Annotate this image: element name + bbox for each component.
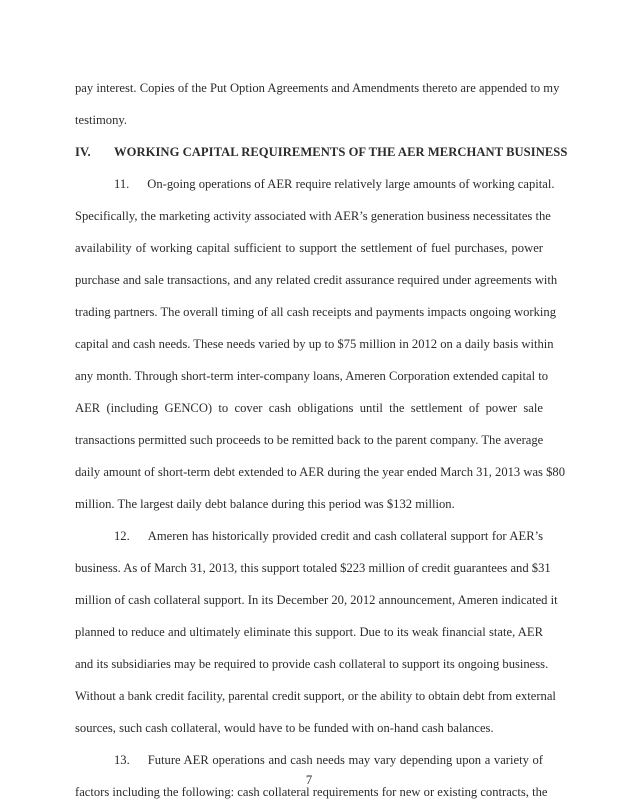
paragraph-line: business. As of March 31, 2013, this support totaled $223 million of credit guarantees and $31: [75, 561, 551, 575]
paragraph-line: AER (including GENCO) to cover cash obligations until the settlement of power sale: [75, 401, 543, 415]
paragraph-line: transactions permitted such proceeds to be remitted back to the parent company. The average: [75, 433, 544, 447]
intro-line: pay interest. Copies of the Put Option Agreements and Amendments thereto are appended to my: [75, 81, 560, 95]
paragraph-line: sources, such cash collateral, would have to be funded with on-hand cash balances.: [75, 721, 494, 735]
paragraph-number: 12.: [114, 529, 130, 543]
intro-line: testimony.: [75, 113, 128, 127]
section-title: WORKING CAPITAL REQUIREMENTS OF THE AER MERCHANT BUSINESS: [114, 145, 568, 159]
page-number: 7: [305, 773, 313, 787]
paragraph-number: 11.: [114, 177, 130, 191]
paragraph-line: any month. Through short-term inter-company loans, Ameren Corporation extended capital to: [75, 369, 549, 383]
paragraph-line: million of cash collateral support. In its December 20, 2012 announcement, Ameren indicated it: [75, 593, 558, 607]
paragraph-number: 13.: [114, 753, 130, 767]
paragraph-line: daily amount of short-term debt extended to AER during the year ended March 31, 2013 was $80: [75, 465, 565, 479]
paragraph-first-line: 12. Ameren has historically provided credit and cash collateral support for AER’s: [114, 529, 543, 543]
paragraph-line: trading partners. The overall timing of all cash receipts and payments impacts ongoing working: [75, 305, 557, 319]
paragraph-line: Without a bank credit facility, parental credit support, or the ability to obtain debt from external: [75, 689, 556, 703]
section-heading: [75, 144, 568, 160]
section-number: IV.: [75, 145, 91, 159]
paragraph-line: million. The largest daily debt balance during this period was $132 million.: [75, 497, 455, 511]
paragraph-line: Specifically, the marketing activity associated with AER’s generation business necessitates the: [75, 209, 551, 223]
paragraph-line: and its subsidiaries may be required to provide cash collateral to support its ongoing business.: [75, 657, 549, 671]
paragraph-line: capital and cash needs. These needs varied by up to $75 million in 2012 on a daily basis within: [75, 337, 554, 351]
paragraph-first-line: 11. On-going operations of AER require relatively large amounts of working capital.: [114, 177, 555, 191]
paragraph-line: planned to reduce and ultimately eliminate this support. Due to its weak financial state, AER: [75, 625, 543, 639]
paragraph-line: availability of working capital sufficient to support the settlement of fuel purchases, power: [75, 241, 543, 255]
paragraph-line: purchase and sale transactions, and any related credit assurance required under agreements with: [75, 273, 558, 287]
paragraph-first-line: 13. Future AER operations and cash needs may vary depending upon a variety of: [114, 753, 543, 767]
paragraph-line: factors including the following: cash collateral requirements for new or existing contracts, the: [75, 785, 548, 799]
